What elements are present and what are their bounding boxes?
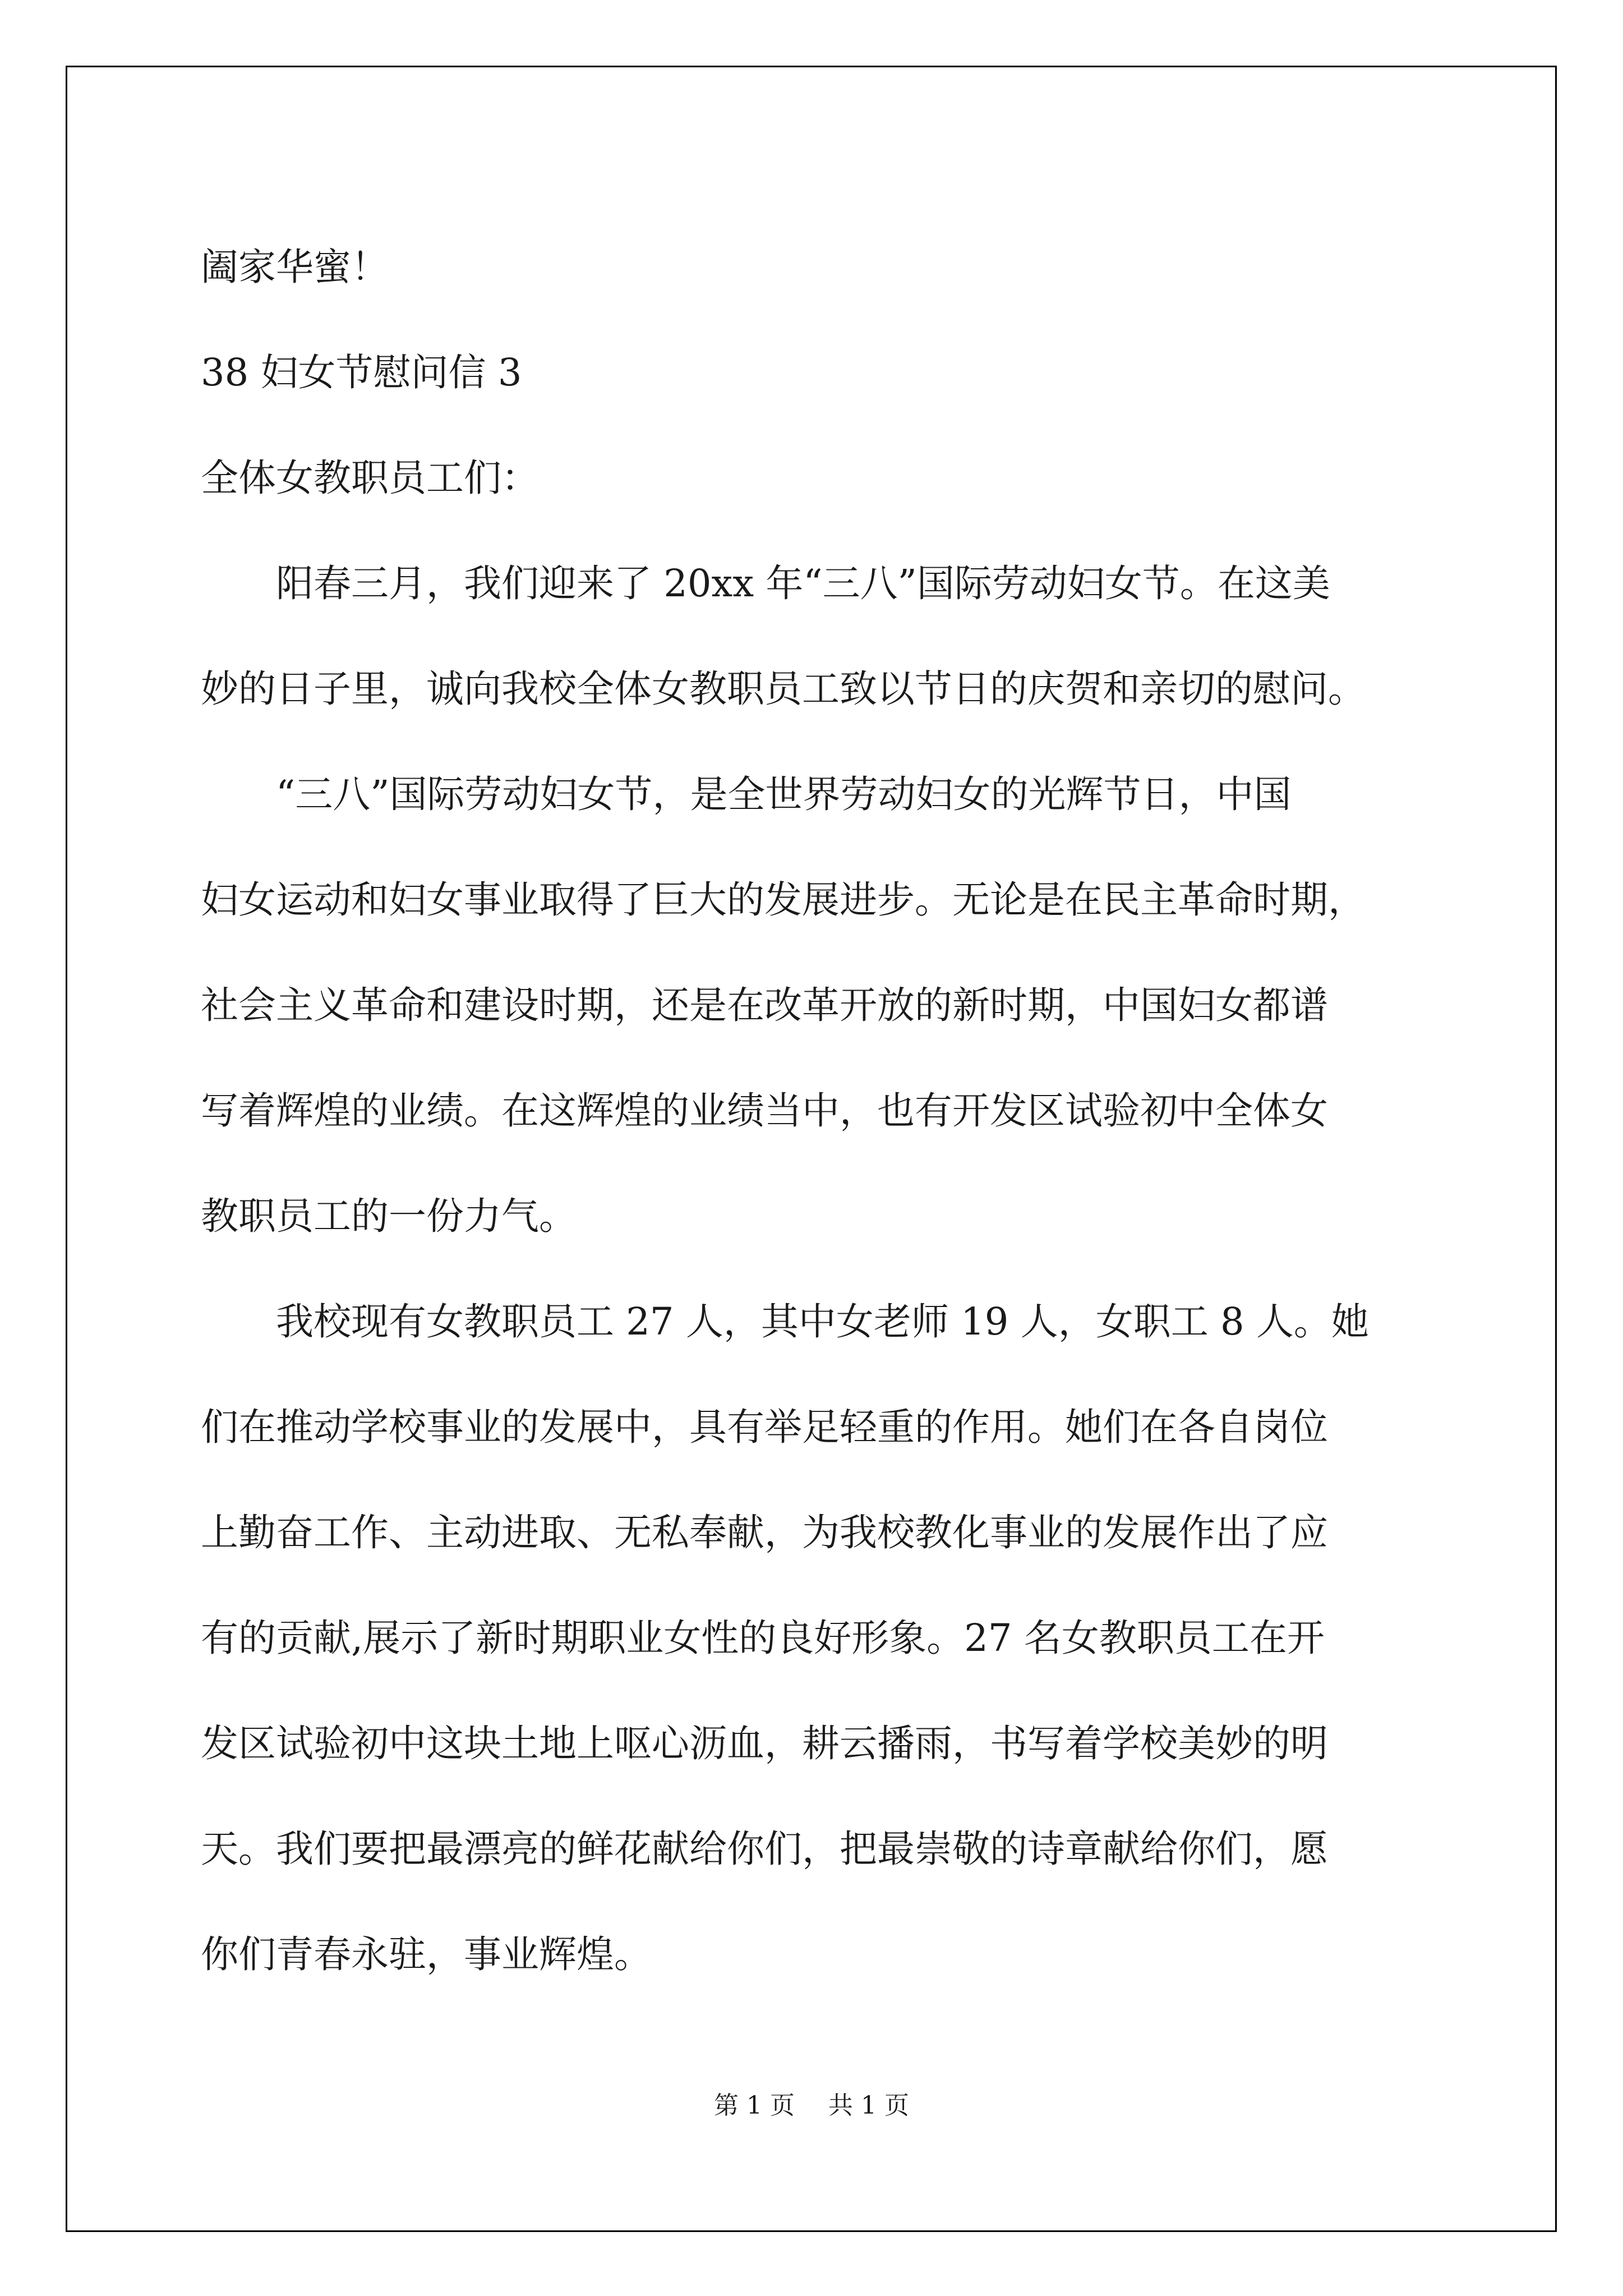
page-total: 共 1 页 xyxy=(828,2091,909,2120)
paragraph-3-line-1: 我校现有女教职员工 27 人，其中女老师 19 人，女职工 8 人。她 xyxy=(276,1300,1369,1343)
paragraph-2-line-3: 社会主义革命和建设时期，还是在改革开放的新时期，中国妇女都谱 xyxy=(201,983,1328,1027)
paragraph-2-line-4: 写着辉煌的业绩。在这辉煌的业绩当中，也有开发区试验初中全体女 xyxy=(201,1089,1328,1133)
page-footer xyxy=(0,2085,1623,2121)
document-body xyxy=(201,214,1429,2007)
paragraph-2-line-2: 妇女运动和妇女事业取得了巨大的发展进步。无论是在民主革命时期， xyxy=(201,878,1366,922)
paragraph-3-line-4: 有的贡献,展示了新时期职业女性的良好形象。27 名女教职员工在开 xyxy=(201,1616,1325,1660)
salutation: 全体女教职员工们： xyxy=(201,456,539,500)
paragraph-1-line-2: 妙的日子里，诚向我校全体女教职员工致以节日的庆贺和亲切的慰问。 xyxy=(201,667,1366,711)
paragraph-3-line-6: 天。我们要把最漂亮的鲜花献给你们，把最崇敬的诗章献给你们，愿 xyxy=(201,1827,1328,1871)
letter-title: 38 妇女节慰问信 3 xyxy=(201,351,522,394)
page-number: 第 1 页 xyxy=(714,2091,795,2120)
paragraph-3-line-2: 们在推动学校事业的发展中，具有举足轻重的作用。她们在各自岗位 xyxy=(201,1405,1328,1449)
paragraph-3-line-3: 上勤奋工作、主动进取、无私奉献，为我校教化事业的发展作出了应 xyxy=(201,1511,1328,1554)
paragraph-3-line-5: 发区试验初中这块土地上呕心沥血，耕云播雨，书写着学校美妙的明 xyxy=(201,1722,1328,1765)
paragraph-1-line-1: 阳春三月，我们迎来了 20xx 年“三八”国际劳动妇女节。在这美 xyxy=(276,562,1330,605)
paragraph-2-line-1: “三八”国际劳动妇女节，是全世界劳动妇女的光辉节日，中国 xyxy=(276,772,1292,816)
paragraph-3-line-7: 你们青春永驻，事业辉煌。 xyxy=(201,1932,652,1976)
paragraph-2-line-5: 教职员工的一份力气。 xyxy=(201,1194,577,1238)
closing-line: 阖家华蜜！ xyxy=(201,245,389,289)
